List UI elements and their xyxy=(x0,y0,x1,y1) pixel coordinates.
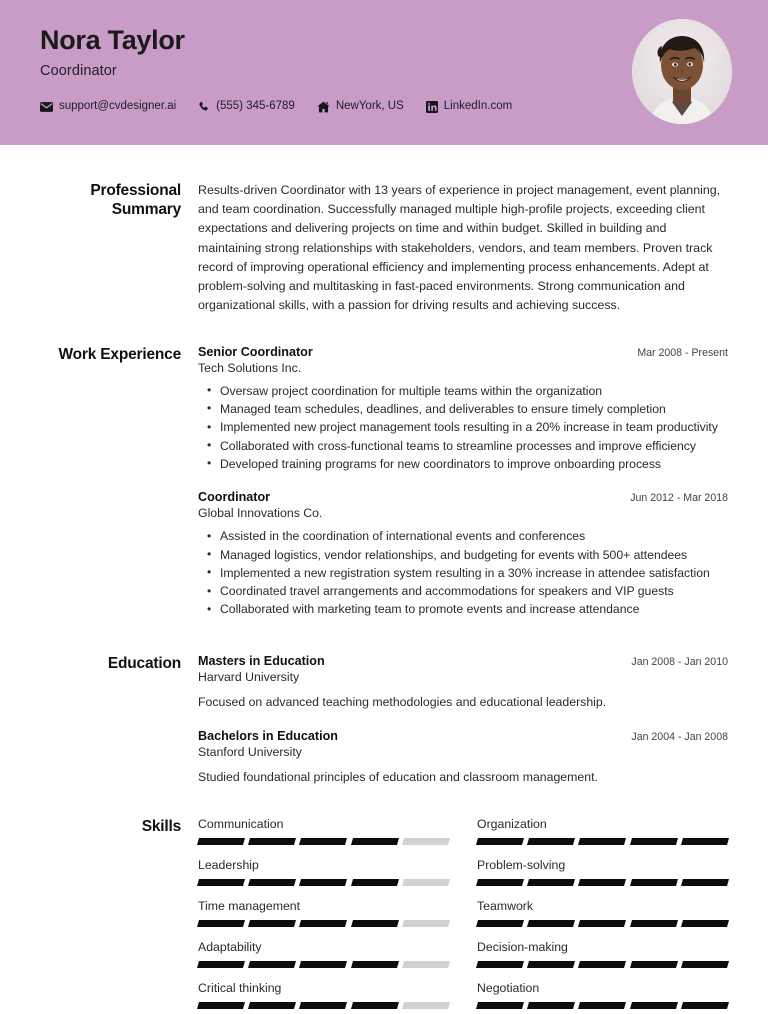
work-company: Tech Solutions Inc. xyxy=(198,360,302,375)
skill-segment xyxy=(681,1002,729,1009)
education-degree: Bachelors in Education xyxy=(198,728,338,743)
work-date-range: Mar 2008 - Present xyxy=(637,346,728,359)
section-skills xyxy=(0,817,768,1014)
skill-segment xyxy=(681,961,729,968)
spacer-work-education xyxy=(0,620,768,654)
skill-segment xyxy=(248,1002,296,1009)
skill-segment xyxy=(248,838,296,845)
skill-item xyxy=(477,858,728,886)
skill-segment xyxy=(681,838,729,845)
skill-segment xyxy=(578,838,626,845)
skill-rating xyxy=(477,961,728,968)
work-entry-head xyxy=(198,490,728,504)
skill-segment xyxy=(630,961,678,968)
section-label-skills: Skills xyxy=(141,818,181,836)
avatar xyxy=(632,19,732,124)
skill-segment xyxy=(197,879,245,886)
skill-segment xyxy=(476,920,524,927)
skill-segment xyxy=(402,838,450,845)
skill-segment xyxy=(527,920,575,927)
skill-item xyxy=(477,817,728,845)
skill-item xyxy=(198,940,449,968)
skill-segment xyxy=(197,920,245,927)
skill-label: Communication xyxy=(198,817,284,832)
skill-rating xyxy=(477,838,728,845)
skill-segment xyxy=(527,1002,575,1009)
work-entry xyxy=(198,345,728,474)
work-bullet-list xyxy=(198,528,728,619)
contact-linkedin[interactable] xyxy=(426,101,512,113)
skill-item xyxy=(198,817,449,845)
skill-item xyxy=(198,858,449,886)
skill-segment xyxy=(299,879,347,886)
contact-email[interactable] xyxy=(40,101,176,113)
spacer-after-header xyxy=(0,145,768,181)
skill-label: Time management xyxy=(198,899,301,914)
skills-grid xyxy=(198,817,728,1014)
profile-photo xyxy=(632,19,732,124)
skill-rating xyxy=(477,1002,728,1009)
skill-segment xyxy=(476,879,524,886)
candidate-name: Nora Taylor xyxy=(40,25,185,55)
education-degree: Masters in Education xyxy=(198,653,325,668)
work-bullet-list xyxy=(198,383,728,474)
email-icon xyxy=(40,102,53,112)
work-bullet: • Oversaw project coordination for multiple teams within the organization xyxy=(220,383,728,400)
skill-segment xyxy=(476,961,524,968)
skill-segment xyxy=(248,961,296,968)
skill-segment xyxy=(630,879,678,886)
education-entry-head xyxy=(198,654,728,668)
education-school: Harvard University xyxy=(198,669,300,684)
work-bullet: • Assisted in the coordination of international events and conferences xyxy=(220,528,728,545)
work-entry xyxy=(198,490,728,619)
work-job-title: Coordinator xyxy=(198,490,271,505)
education-date-range: Jan 2004 - Jan 2008 xyxy=(631,730,728,743)
section-label-work: Work Experience xyxy=(58,345,181,363)
resume-header xyxy=(0,0,768,145)
skill-item xyxy=(198,981,449,1009)
education-entry xyxy=(198,729,728,787)
skill-rating xyxy=(477,920,728,927)
skill-segment xyxy=(402,1002,450,1009)
skill-label: Teamwork xyxy=(477,899,534,914)
education-entry xyxy=(198,654,728,712)
contact-location[interactable] xyxy=(317,101,404,113)
skill-segment xyxy=(351,1002,399,1009)
skill-segment xyxy=(248,920,296,927)
skill-segment xyxy=(630,838,678,845)
skill-segment xyxy=(578,1002,626,1009)
work-company: Global Innovations Co. xyxy=(198,506,323,521)
skill-segment xyxy=(351,920,399,927)
contact-phone[interactable] xyxy=(198,101,295,113)
work-bullet: • Collaborated with cross-functional teams to streamline processes and improve efficiency xyxy=(220,438,728,455)
spacer-education-skills xyxy=(0,786,768,817)
contact-phone-label: (555) 345-6789 xyxy=(216,100,295,113)
skill-rating xyxy=(198,961,449,968)
section-label-education: Education xyxy=(107,654,181,672)
skill-segment xyxy=(351,961,399,968)
work-bullet: • Implemented new project management tools resulting in a 20% increase in team productivity xyxy=(220,419,728,436)
linkedin-icon xyxy=(426,101,438,113)
skill-rating xyxy=(198,1002,449,1009)
skill-segment xyxy=(527,961,575,968)
skill-segment xyxy=(476,838,524,845)
home-icon xyxy=(317,101,330,113)
skill-segment xyxy=(527,838,575,845)
education-description: Studied foundational principles of education and classroom management. xyxy=(198,769,598,784)
skill-segment xyxy=(248,879,296,886)
skill-label: Critical thinking xyxy=(198,981,282,996)
phone-icon xyxy=(198,101,210,113)
skill-segment xyxy=(299,961,347,968)
skill-segment xyxy=(197,961,245,968)
skills-column-left xyxy=(198,817,449,1014)
skill-rating xyxy=(198,838,449,845)
skill-item xyxy=(198,899,449,927)
work-bullet: • Implemented a new registration system resulting in a 30% increase in attendee satisfaction xyxy=(220,565,728,582)
skill-rating xyxy=(198,920,449,927)
skill-segment xyxy=(527,879,575,886)
skill-segment xyxy=(299,838,347,845)
skill-segment xyxy=(402,920,450,927)
work-bullet: • Collaborated with marketing team to promote events and increase attendance xyxy=(220,601,728,618)
section-education xyxy=(0,654,768,787)
contact-email-label: support@cvdesigner.ai xyxy=(59,100,177,113)
skill-label: Negotiation xyxy=(477,981,540,996)
skill-segment xyxy=(476,1002,524,1009)
skill-rating xyxy=(198,879,449,886)
skill-label: Organization xyxy=(477,817,547,832)
skill-segment xyxy=(402,961,450,968)
skill-item xyxy=(477,981,728,1009)
work-bullet: • Managed team schedules, deadlines, and deliverables to ensure timely completion xyxy=(220,401,728,418)
education-school: Stanford University xyxy=(198,744,302,759)
skill-label: Leadership xyxy=(198,858,259,873)
skill-segment xyxy=(578,879,626,886)
skill-segment xyxy=(197,838,245,845)
spacer-summary-work xyxy=(0,316,768,345)
skill-segment xyxy=(681,879,729,886)
skill-segment xyxy=(351,838,399,845)
skill-segment xyxy=(578,920,626,927)
work-bullet: • Coordinated travel arrangements and accommodations for speakers and VIP guests xyxy=(220,583,728,600)
skill-segment xyxy=(299,1002,347,1009)
work-job-title: Senior Coordinator xyxy=(198,344,313,359)
summary-text: Results-driven Coordinator with 13 years of experience in project management, event planning, and team coordination. Successfully managed multiple high-profile projects, exceeding client expectations and delivering projects on time and within budget. Skilled in building and maintaining strong relationships with stakeholders, vendors, and team members. Proven track record of improving operational efficiency and implementing process enhancements. Adept at problem-solving and multitasking in fast-paced environments. Strong communication and organizational skills, with a passion for driving results and achieving success. xyxy=(198,183,721,313)
work-date-range: Jun 2012 - Mar 2018 xyxy=(630,492,728,505)
skill-segment xyxy=(351,879,399,886)
skill-segment xyxy=(578,961,626,968)
education-date-range: Jan 2008 - Jan 2010 xyxy=(631,655,728,668)
skill-item xyxy=(477,899,728,927)
work-bullet: • Developed training programs for new coordinators to improve onboarding process xyxy=(220,456,728,473)
education-description: Focused on advanced teaching methodologies and educational leadership. xyxy=(198,694,607,709)
skills-column-right xyxy=(477,817,728,1014)
section-professional-summary xyxy=(0,181,768,316)
candidate-job-title: Coordinator xyxy=(40,62,117,79)
contact-location-label: NewYork, US xyxy=(335,100,404,113)
contact-linkedin-label: LinkedIn.com xyxy=(443,100,513,113)
work-bullet: • Managed logistics, vendor relationships, and budgeting for events with 500+ attendees xyxy=(220,547,728,564)
skill-segment xyxy=(681,920,729,927)
skill-label: Problem-solving xyxy=(477,858,566,873)
skill-rating xyxy=(477,879,728,886)
skill-segment xyxy=(402,879,450,886)
contact-row xyxy=(40,101,512,113)
skill-label: Adaptability xyxy=(198,940,262,955)
skill-segment xyxy=(197,1002,245,1009)
skill-label: Decision-making xyxy=(477,940,568,955)
skill-segment xyxy=(299,920,347,927)
work-entry-head xyxy=(198,345,728,359)
section-label-summary: Professional Summary xyxy=(90,182,181,218)
skill-item xyxy=(477,940,728,968)
education-entry-head xyxy=(198,729,728,743)
skill-segment xyxy=(630,920,678,927)
section-work-experience xyxy=(0,345,768,620)
skill-segment xyxy=(630,1002,678,1009)
